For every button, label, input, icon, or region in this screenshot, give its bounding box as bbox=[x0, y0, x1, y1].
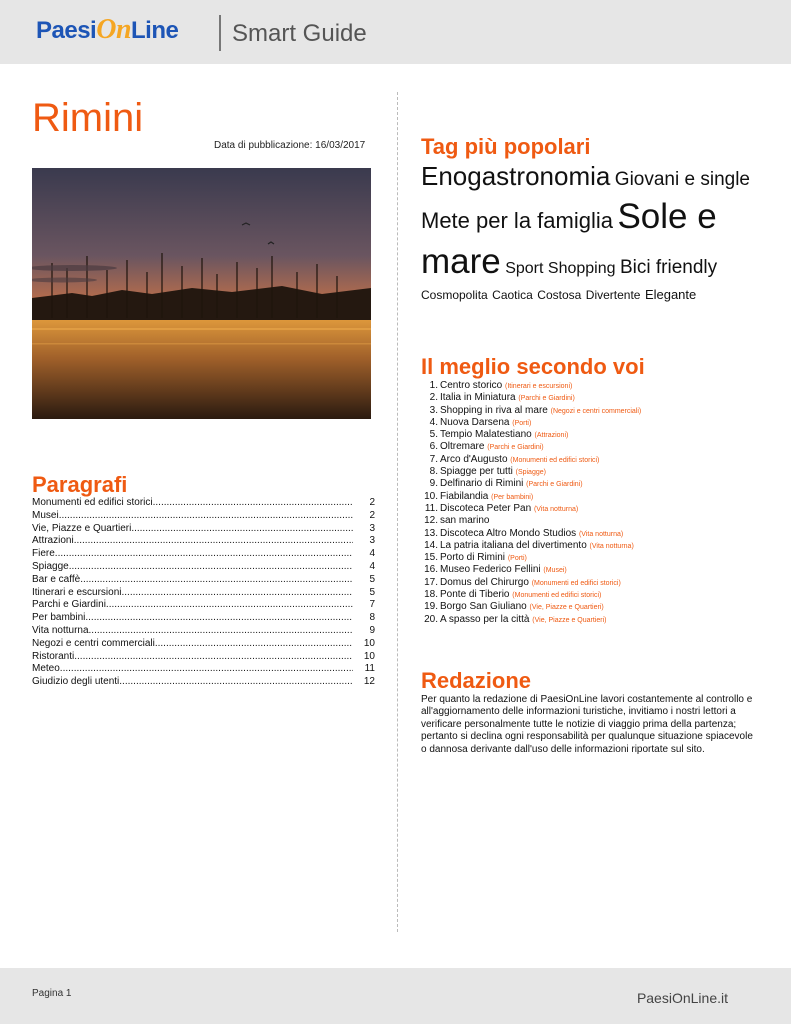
best-list-item[interactable] bbox=[421, 564, 771, 576]
toc-entry-page: 7 bbox=[369, 599, 375, 611]
best-item-category: (Vita notturna) bbox=[589, 542, 634, 550]
best-item-number: 1. bbox=[429, 380, 438, 391]
best-item-number: 8. bbox=[429, 466, 438, 478]
best-list-item[interactable] bbox=[421, 478, 771, 490]
toc-leader-dots bbox=[80, 574, 353, 587]
best-item-category: (Vita notturna) bbox=[578, 530, 624, 538]
toc-entry-page: 10 bbox=[363, 637, 375, 649]
best-item-name: Centro storico bbox=[440, 380, 503, 391]
toc-entry[interactable] bbox=[32, 548, 375, 561]
best-list-item[interactable] bbox=[421, 491, 771, 503]
page-footer bbox=[0, 968, 791, 1024]
best-item-name: Fiabilandia bbox=[440, 490, 489, 502]
best-item-name: Museo Federico Fellini bbox=[440, 564, 541, 576]
best-list-item[interactable] bbox=[421, 441, 771, 453]
best-list-item[interactable] bbox=[421, 614, 771, 626]
tag-link[interactable]: Costosa bbox=[537, 287, 582, 302]
toc-entry-page: 3 bbox=[369, 535, 375, 547]
toc-entry-page: 11 bbox=[364, 663, 375, 675]
toc-entry-label: Itinerari e escursioni bbox=[32, 586, 122, 598]
toc-entry-label: Giudizio degli utenti bbox=[32, 676, 120, 688]
tag-link[interactable]: Cosmopolita bbox=[421, 287, 488, 302]
best-item-category: (Per bambini) bbox=[491, 493, 534, 501]
best-item-name: Ponte di Tiberio bbox=[440, 589, 510, 601]
page-header bbox=[0, 0, 791, 64]
city-title: Rimini bbox=[32, 96, 144, 140]
toc-entry-label: Musei bbox=[32, 509, 59, 521]
paesionline-logo[interactable] bbox=[36, 14, 178, 54]
best-item-category: (Vita notturna) bbox=[533, 505, 579, 513]
toc-entry[interactable] bbox=[32, 510, 375, 523]
best-item-number: 15. bbox=[424, 552, 438, 564]
footer-site-link[interactable]: PaesiOnLine.it bbox=[636, 990, 728, 1006]
best-list-item[interactable] bbox=[421, 528, 771, 540]
toc-entry-label: Bar e caffè bbox=[32, 573, 81, 585]
column-divider bbox=[397, 92, 398, 932]
best-item-category: (Parchi e Giardini) bbox=[518, 395, 575, 403]
toc-entry[interactable] bbox=[32, 574, 375, 587]
toc-entry-label: Parchi e Giardini bbox=[32, 599, 106, 611]
best-list-item[interactable] bbox=[421, 589, 771, 601]
best-list-item[interactable] bbox=[421, 540, 771, 552]
tag-link[interactable]: Enogastronomia bbox=[421, 161, 611, 191]
tag-link[interactable]: Elegante bbox=[644, 286, 697, 302]
toc-leader-dots bbox=[155, 638, 353, 651]
best-item-number: 14. bbox=[424, 539, 438, 551]
toc-entry-label: Spiagge bbox=[32, 560, 69, 572]
tag-cloud bbox=[421, 160, 766, 306]
toc-entry[interactable] bbox=[32, 625, 375, 638]
toc-entry-page: 9 bbox=[369, 624, 375, 636]
best-item-number: 16. bbox=[424, 564, 438, 576]
paragrafi-toc bbox=[32, 497, 375, 689]
header-title: Smart Guide bbox=[232, 20, 367, 47]
best-item-number: 19. bbox=[424, 601, 438, 613]
rimini-sunset-photo bbox=[32, 168, 371, 419]
best-list-item[interactable] bbox=[421, 417, 771, 429]
redazione-title: Redazione bbox=[421, 668, 532, 693]
tag-link[interactable]: Sole e mare bbox=[421, 196, 717, 282]
paragrafi-title: Paragrafi bbox=[32, 472, 128, 497]
best-list-item[interactable] bbox=[421, 577, 771, 589]
best-list-item[interactable] bbox=[421, 601, 771, 613]
best-list-item[interactable] bbox=[421, 454, 771, 466]
publication-date: Data di pubblicazione: 16/03/2017 bbox=[214, 140, 366, 151]
toc-entry[interactable] bbox=[32, 663, 375, 676]
toc-entry[interactable] bbox=[32, 523, 375, 536]
toc-entry-page: 10 bbox=[363, 650, 375, 662]
toc-leader-dots bbox=[89, 625, 353, 638]
toc-leader-dots bbox=[153, 497, 353, 510]
best-item-category: (Parchi e Giardini) bbox=[487, 444, 544, 452]
best-item-category: (Itinerari e escursioni) bbox=[505, 383, 573, 390]
best-item-category: (Parchi e Giardini) bbox=[526, 481, 583, 489]
toc-entry-label: Negozi e centri commerciali bbox=[32, 637, 155, 649]
best-item-category: (Attrazioni) bbox=[534, 432, 569, 440]
best-list bbox=[421, 380, 771, 626]
best-item-name: Domus del Chirurgo bbox=[440, 576, 529, 588]
best-item-name: A spasso per la città bbox=[440, 613, 530, 625]
best-item-name: Shopping in riva al mare bbox=[440, 404, 548, 416]
best-item-category: (Vie, Piazze e Quartieri) bbox=[529, 604, 604, 612]
header-divider bbox=[219, 15, 221, 51]
best-item-number: 4. bbox=[429, 416, 438, 428]
tag-link[interactable]: Mete per la famiglia bbox=[421, 207, 613, 233]
toc-entry-label: Attrazioni bbox=[32, 535, 74, 547]
toc-entry[interactable] bbox=[32, 651, 375, 664]
best-item-name: Discoteca Peter Pan bbox=[440, 502, 532, 514]
toc-entry-page: 4 bbox=[369, 548, 375, 560]
toc-entry-page: 5 bbox=[369, 573, 375, 585]
toc-entry-label: Meteo bbox=[32, 663, 60, 675]
best-item-name: Porto di Rimini bbox=[440, 552, 506, 564]
toc-entry-page: 4 bbox=[369, 560, 375, 572]
toc-leader-dots bbox=[85, 612, 353, 625]
best-item-category: (Monumenti ed edifici storici) bbox=[531, 579, 621, 587]
best-item-category: (Porti) bbox=[507, 555, 527, 563]
toc-leader-dots bbox=[60, 663, 353, 676]
best-item-name: Borgo San Giuliano bbox=[440, 601, 527, 613]
best-item-number: 10. bbox=[424, 490, 438, 502]
page-number: Pagina 1 bbox=[32, 988, 72, 999]
best-item-category: (Monumenti ed edifici storici) bbox=[512, 592, 602, 600]
toc-leader-dots bbox=[121, 587, 353, 600]
toc-leader-dots bbox=[131, 523, 353, 536]
logo-text-on: On bbox=[96, 14, 132, 45]
toc-entry-label: Ristoranti bbox=[32, 650, 75, 662]
best-item-number: 7. bbox=[429, 453, 438, 465]
best-item-number: 13. bbox=[424, 527, 438, 539]
toc-leader-dots bbox=[74, 535, 353, 548]
best-item-name: san marino bbox=[440, 515, 490, 527]
toc-entry[interactable] bbox=[32, 535, 375, 548]
best-list-item[interactable] bbox=[421, 552, 771, 564]
toc-leader-dots bbox=[59, 510, 353, 523]
toc-entry-page: 5 bbox=[369, 586, 375, 598]
best-item-category: (Spiagge) bbox=[515, 469, 546, 477]
tag-link[interactable]: Caotica bbox=[492, 287, 533, 302]
best-item-category: (Porti) bbox=[512, 419, 532, 427]
toc-entry-label: Vie, Piazze e Quartieri bbox=[32, 522, 132, 534]
best-item-number: 20. bbox=[424, 613, 438, 625]
toc-entry-page: 2 bbox=[369, 497, 375, 508]
logo-text-line: Line bbox=[131, 17, 179, 44]
toc-entry-page: 3 bbox=[369, 522, 375, 534]
best-item-number: 2. bbox=[429, 392, 438, 404]
best-list-item[interactable] bbox=[421, 515, 771, 527]
best-item-category: (Negozi e centri commerciali) bbox=[550, 407, 642, 415]
toc-entry-label: Monumenti ed edifici storici bbox=[32, 497, 153, 508]
best-item-number: 18. bbox=[424, 589, 438, 601]
toc-entry[interactable] bbox=[32, 561, 375, 574]
toc-entry[interactable] bbox=[32, 599, 375, 612]
best-item-number: 3. bbox=[429, 404, 438, 416]
best-item-number: 17. bbox=[424, 576, 438, 588]
toc-entry[interactable] bbox=[32, 638, 375, 651]
best-list-item[interactable] bbox=[421, 380, 771, 392]
tags-title: Tag più popolari bbox=[421, 134, 591, 159]
best-item-name: Tempio Malatestiano bbox=[440, 429, 532, 441]
toc-entry-page: 8 bbox=[369, 612, 375, 624]
best-item-name: Italia in Miniatura bbox=[440, 392, 516, 404]
best-item-name: Nuova Darsena bbox=[440, 416, 510, 428]
toc-entry-label: Per bambini bbox=[32, 612, 86, 624]
best-item-number: 12. bbox=[424, 515, 438, 527]
logo-text-paesi: Paesi bbox=[36, 17, 97, 44]
best-item-category: (Monumenti ed edifici storici) bbox=[510, 456, 600, 464]
redazione-text: Per quanto la redazione di PaesiOnLine lavori costantemente al controllo e all'aggiornamento delle informazioni turistiche, invitiamo i nostri lettori a verificare personalmente tutte le notizie di viaggio prima della partenza; pertanto si declina ogni responsabilità per qualunque situazione spiacevole o dannosa derivante dall'uso delle informazioni riportate sul sito. bbox=[421, 694, 753, 755]
toc-entry-page: 2 bbox=[369, 509, 375, 521]
best-item-category: (Vie, Piazze e Quartieri) bbox=[532, 616, 607, 624]
toc-entry[interactable] bbox=[32, 676, 375, 689]
best-item-name: Arco d'Augusto bbox=[440, 453, 508, 465]
best-item-number: 6. bbox=[429, 441, 438, 453]
toc-leader-dots bbox=[119, 676, 353, 689]
best-item-name: Oltremare bbox=[440, 441, 485, 453]
best-item-name: Spiagge per tutti bbox=[440, 466, 513, 478]
best-item-number: 11. bbox=[424, 502, 438, 514]
tag-link[interactable]: Bici friendly bbox=[619, 257, 718, 279]
toc-entry-page: 12 bbox=[363, 676, 375, 688]
best-item-number: 9. bbox=[429, 478, 438, 490]
tag-link[interactable]: Giovani e single bbox=[614, 169, 750, 190]
best-item-name: Delfinario di Rimini bbox=[440, 478, 524, 490]
best-list-item[interactable] bbox=[421, 405, 771, 417]
best-title: Il meglio secondo voi bbox=[421, 354, 645, 379]
tag-link[interactable]: Sport bbox=[505, 260, 544, 278]
toc-entry[interactable] bbox=[32, 612, 375, 625]
best-item-name: Discoteca Altro Mondo Studios bbox=[440, 527, 577, 539]
best-item-name: La patria italiana del divertimento bbox=[440, 539, 587, 551]
best-list-item[interactable] bbox=[421, 503, 771, 515]
best-item-number: 5. bbox=[429, 429, 438, 441]
toc-leader-dots bbox=[55, 548, 353, 561]
toc-entry[interactable] bbox=[32, 587, 375, 600]
toc-entry[interactable] bbox=[32, 497, 375, 510]
toc-leader-dots bbox=[106, 599, 353, 612]
toc-leader-dots bbox=[69, 561, 353, 574]
tag-link[interactable]: Shopping bbox=[547, 260, 616, 278]
toc-entry-label: Vita notturna bbox=[32, 624, 89, 636]
best-list-item[interactable] bbox=[421, 429, 771, 441]
best-item-category: (Musei) bbox=[543, 567, 567, 575]
best-list-item[interactable] bbox=[421, 392, 771, 404]
best-list-item[interactable] bbox=[421, 466, 771, 478]
tag-link[interactable]: Divertente bbox=[585, 287, 641, 302]
toc-leader-dots bbox=[74, 651, 353, 664]
toc-entry-label: Fiere bbox=[32, 548, 55, 560]
